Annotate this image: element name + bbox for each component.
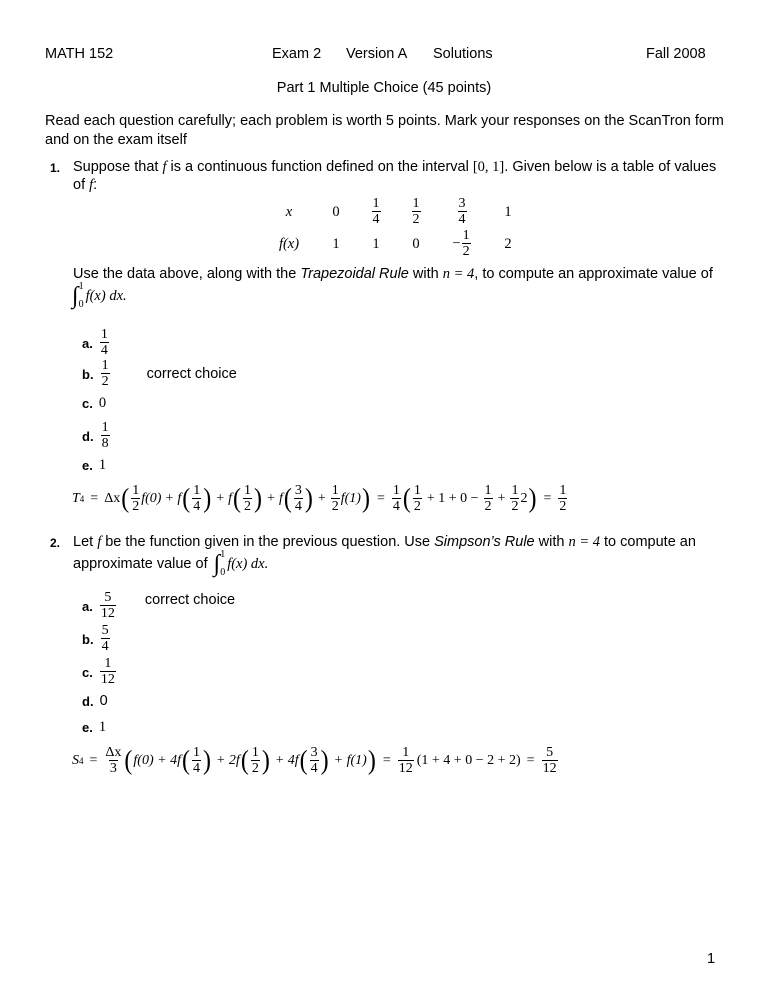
- q2-text-line2: approximate value of ∫ 1 0 f(x) dx.: [73, 549, 269, 578]
- q2-choice-d[interactable]: d. 0: [82, 693, 108, 709]
- q1-use-text: Use the data above, along with the Trapezoidal Rule with n = 4, to compute an approximate value of: [73, 266, 713, 282]
- q2-choice-a[interactable]: a. $\frac{5}{12}$ correct choice: [82, 590, 236, 621]
- exam-name: Exam 2: [272, 46, 322, 62]
- exam-type: Solutions: [433, 46, 493, 62]
- q1-choice-b[interactable]: b. $\frac{1}{2}$ correct choice: [82, 358, 237, 389]
- x-label: x: [285, 203, 293, 220]
- q1-choice-c[interactable]: c. 0: [82, 395, 107, 411]
- fx-val-3: − $\frac{1}{2}$: [452, 228, 470, 259]
- course-name: MATH 152: [45, 46, 114, 62]
- q1-integral: ∫ 1 0 f(x) dx.: [72, 281, 127, 310]
- correct-choice-note: correct choice: [146, 366, 237, 382]
- fx-row: [262, 228, 528, 260]
- x-val-2: $\frac{1}{2}$: [412, 196, 420, 227]
- q1-text-line1: Suppose that f is a continuous function defined on the interval [0, 1]. Given below is a table of values: [73, 159, 717, 175]
- q1-text-line2: of f:: [73, 177, 98, 193]
- q2-solution: S 4 = $\frac{\Delta x}{3}$ ( f(0) + 4f ( $\frac{1}{4}$ ) + 2f ( $\frac{1}{2}$ ) + 4f ( $\frac{3}{4}$ ) + f(1) ) = $\frac{1}{12}$ (1 + 4 + 0 − 2 + 2) = $\frac{5}{12}$: [72, 745, 557, 776]
- exam-version: Version A: [346, 46, 408, 62]
- exam-term: Fall 2008: [646, 46, 706, 62]
- q2-choice-e[interactable]: e. 1: [82, 719, 107, 735]
- q2-number: 2.: [50, 536, 61, 550]
- x-val-4: 1: [504, 203, 512, 220]
- correct-choice-note: correct choice: [144, 592, 236, 608]
- part-title: Part 1 Multiple Choice (45 points): [276, 80, 492, 96]
- q2-choice-c[interactable]: c. $\frac{1}{12}$: [82, 656, 115, 687]
- q1-solution: T 4 = Δx ( $\frac{1}{2}$ f(0) + f ( $\frac{1}{4}$ ) + f ( $\frac{1}{2}$ ) + f ( $\frac{3}{4}$ ) + $\frac{1}{2}$ f(1) ) = $\frac{1}{4}$ ( $\frac{1}{2}$ + 1 + 0 − $\frac{1}{2}$ + $\frac{1}{2}$ 2 ) = $\frac{1}{2}$: [72, 483, 567, 514]
- x-val-3: $\frac{3}{4}$: [458, 196, 466, 227]
- fx-val-2: 0: [412, 235, 420, 252]
- fx-val-1: 1: [372, 235, 380, 252]
- instructions: Read each question carefully; each problem is worth 5 points. Mark your responses on the ScanTron form and on the exam itself: [45, 113, 724, 148]
- x-val-0: 0: [332, 203, 340, 220]
- fx-val-0: 1: [332, 235, 340, 252]
- page-number: 1: [707, 951, 716, 967]
- q1-choice-d[interactable]: d. $\frac{1}{8}$: [82, 420, 109, 451]
- fx-val-4: 2: [504, 235, 512, 252]
- x-val-1: $\frac{1}{4}$: [372, 196, 380, 227]
- fx-label: f(x): [278, 235, 300, 252]
- values-table: [262, 196, 528, 260]
- q2-text-line1: Let f be the function given in the previous question. Use Simpson’s Rule with n = 4 to compute an: [73, 534, 696, 550]
- x-row: [262, 196, 528, 228]
- q1-choice-a[interactable]: a. $\frac{1}{4}$: [82, 327, 108, 358]
- q1-number: 1.: [50, 161, 61, 175]
- q1-choice-e[interactable]: e. 1: [82, 457, 107, 473]
- q2-choice-b[interactable]: b. $\frac{5}{4}$: [82, 623, 109, 654]
